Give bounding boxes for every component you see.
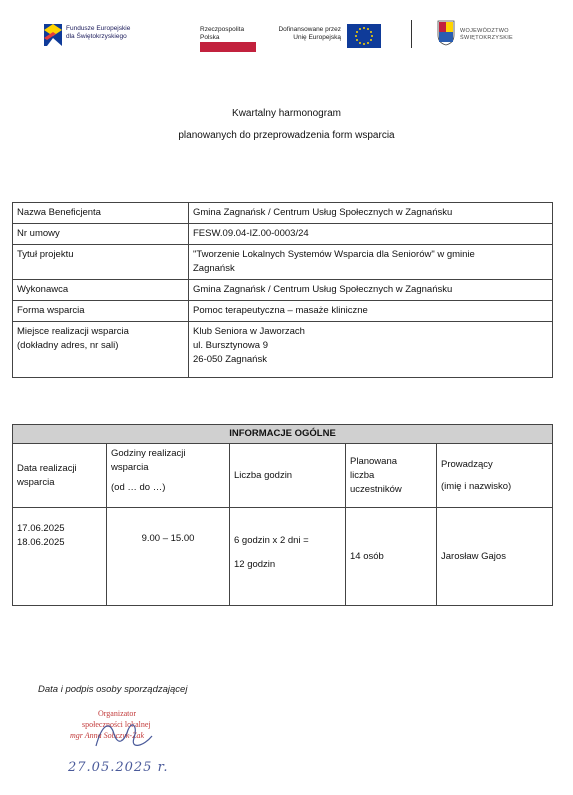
table-row [13, 245, 553, 280]
value-line: Zagnańsk [193, 263, 235, 274]
cell-count [230, 508, 346, 606]
value-line: ul. Bursztynowa 9 [193, 340, 268, 351]
general-info-table [12, 424, 553, 606]
table-row [13, 224, 553, 245]
col-date: Data realizacji wsparcia [13, 444, 107, 508]
table-row [13, 322, 553, 378]
value-line: "Tworzenie Lokalnych Systemów Wsparcia dla Seniorów" w gminie [193, 249, 475, 260]
fe-flag-icon [44, 24, 62, 46]
value-cell [189, 245, 553, 280]
general-info-header: INFORMACJE OGÓLNE [13, 425, 553, 444]
header-divider [411, 20, 412, 48]
beneficiary-info-table [12, 202, 553, 378]
value-cell: Pomoc terapeutyczna – masaże kliniczne [189, 301, 553, 322]
rp-line-2: Polska [200, 34, 220, 41]
col-hours-label: Godziny realizacji wsparcia [111, 448, 186, 473]
table-row [13, 203, 553, 224]
document-title: Kwartalny harmonogram [232, 108, 341, 119]
eu-line-1: Dofinansowane przez [278, 26, 341, 33]
eu-flag-icon [347, 24, 381, 48]
eu-line-2: Unię Europejską [293, 34, 341, 41]
col-leader-label: Prowadzący [441, 458, 493, 470]
handwritten-date: 27.05.2025 r. [68, 760, 169, 775]
value-line: Klub Seniora w Jaworzach [193, 326, 305, 337]
coat-of-arms-icon [437, 20, 455, 46]
label-cell: Tytuł projektu [13, 245, 189, 280]
col-hours [107, 444, 230, 508]
rp-line-1: Rzeczpospolita [200, 26, 245, 33]
table-row [13, 301, 553, 322]
label-cell: Wykonawca [13, 280, 189, 301]
label-cell: Nr umowy [13, 224, 189, 245]
handwritten-signature [88, 716, 158, 756]
cell-hours: 9.00 – 15.00 [107, 508, 230, 606]
region-line-1: WOJEWÓDZTWO [460, 28, 509, 34]
col-count: Liczba godzin [230, 444, 346, 508]
col-participants: Planowana liczba uczestników [346, 444, 437, 508]
value-cell: Gmina Zagnańsk / Centrum Usług Społecznych w Zagnańsku [189, 203, 553, 224]
col-leader [437, 444, 553, 508]
value-cell: Gmina Zagnańsk / Centrum Usług Społecznych w Zagnańsku [189, 280, 553, 301]
value-cell: FESW.09.04-IZ.00-0003/24 [189, 224, 553, 245]
wojewodztwo-logo [437, 20, 537, 48]
rzeczpospolita-logo [200, 26, 256, 48]
cell-participants: 14 osób [346, 508, 437, 606]
cell-count-line-2: 12 godzin [234, 559, 276, 570]
table-row [13, 280, 553, 301]
stamp-line-3: mgr Anna Sobczyk-Żak [70, 731, 145, 740]
fe-logo-line-2: dla Świętokrzyskiego [66, 33, 127, 40]
polish-flag-icon [200, 42, 256, 52]
col-hours-sub: (od … do …) [111, 482, 166, 493]
eu-funding-logo [268, 24, 388, 48]
label-cell: Nazwa Beneficjenta [13, 203, 189, 224]
column-header-row [13, 444, 553, 508]
signature-label: Data i podpis osoby sporządzającej [38, 684, 188, 695]
fe-logo-line-1: Fundusze Europejskie [66, 25, 131, 32]
value-line: 26-050 Zagnańsk [193, 354, 267, 365]
cell-dates: 17.06.2025 18.06.2025 [13, 508, 107, 606]
stamp-line-1: Organizator [98, 709, 137, 718]
label-cell: Forma wsparcia [13, 301, 189, 322]
fundusze-europejskie-logo [44, 24, 164, 48]
document-subtitle: planowanych do przeprowadzenia form wsparcia [178, 130, 395, 141]
cell-count-line-1: 6 godzin x 2 dni = [234, 535, 309, 546]
cell-leader: Jarosław Gajos [437, 508, 553, 606]
table-header-row [13, 425, 553, 444]
value-cell [189, 322, 553, 378]
label-cell: Miejsce realizacji wsparcia (dokładny adres, nr sali) [13, 322, 189, 378]
table-row [13, 508, 553, 606]
stamp-line-2: społeczności lokalnej [82, 720, 151, 729]
col-leader-sub: (imię i nazwisko) [441, 480, 512, 492]
region-line-2: ŚWIĘTOKRZYSKIE [460, 35, 513, 41]
